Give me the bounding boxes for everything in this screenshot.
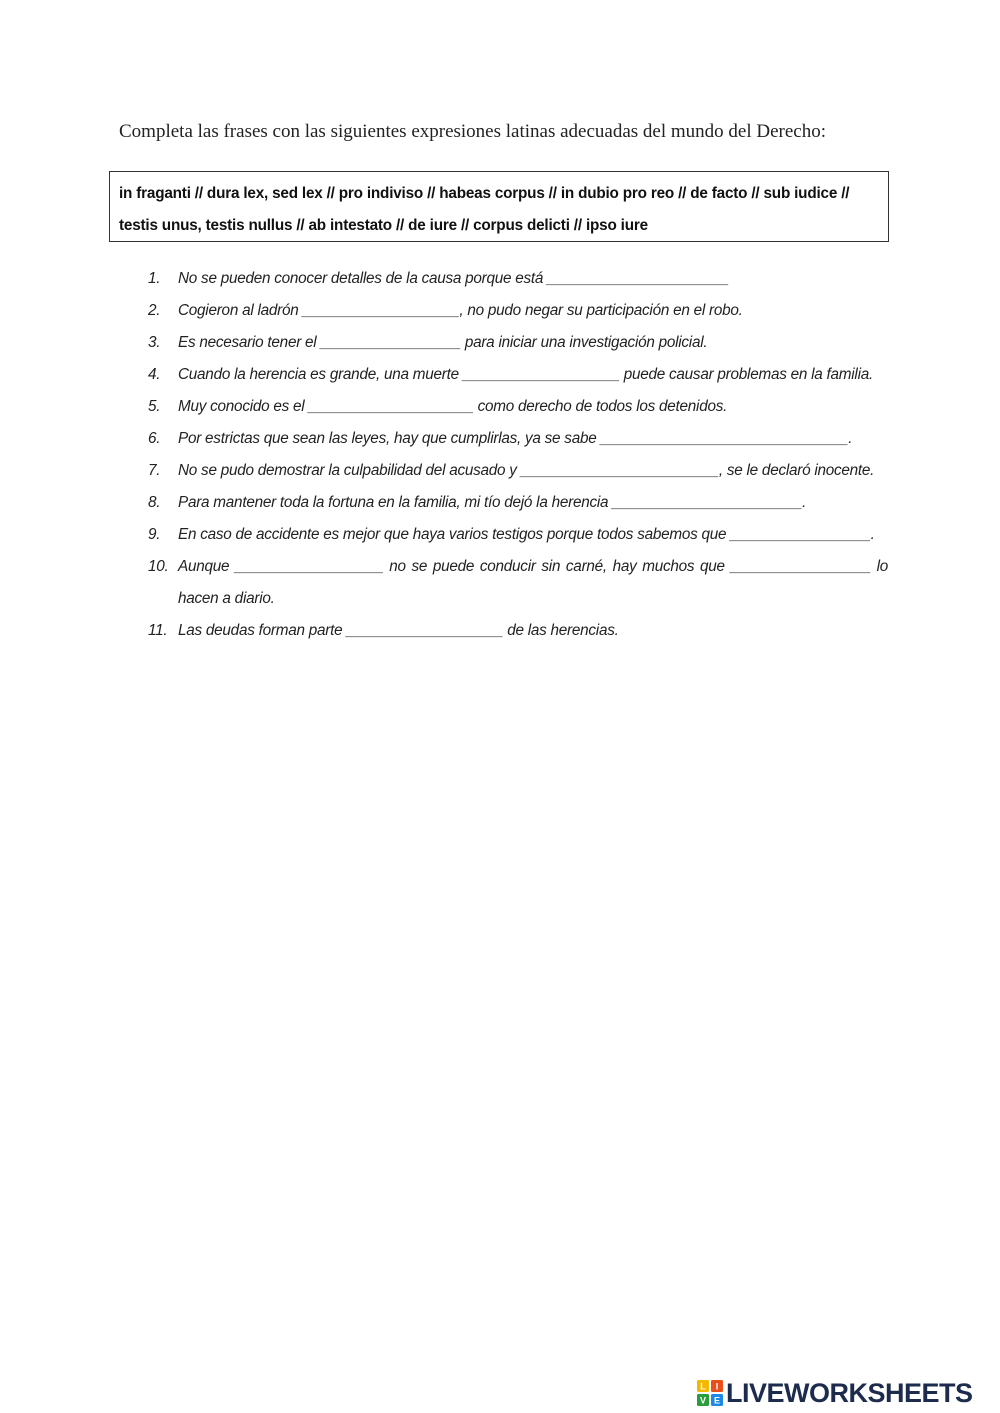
item-text: Por estrictas que sean las leyes, hay que cumplirlas, ya se sabe ______________________________. xyxy=(178,430,853,447)
item-text: No se pueden conocer detalles de la causa porque está ______________________ xyxy=(178,270,729,287)
item-text: Las deudas forman parte ___________________ de las herencias. xyxy=(178,622,619,639)
exercise-list xyxy=(148,263,892,647)
svg-text:E: E xyxy=(713,1395,721,1406)
svg-text:V: V xyxy=(699,1395,707,1406)
item-number: 2. xyxy=(148,302,161,319)
item-number: 5. xyxy=(148,398,161,415)
exercise-item-4 xyxy=(148,359,888,391)
word-bank-box xyxy=(109,171,889,242)
exercise-item-5 xyxy=(148,391,888,423)
item-text: Cuando la herencia es grande, una muerte ___________________ puede causar problemas en la familia. xyxy=(178,366,873,383)
item-text: Aunque __________________ no se puede conducir sin carné, hay muchos que _________________ lo hacen a diario. xyxy=(178,558,892,607)
word-bank-line-1: in fraganti // dura lex, sed lex // pro indiviso // habeas corpus // in dubio pro reo // de facto // sub iudice // xyxy=(119,185,850,202)
item-number: 4. xyxy=(148,366,161,383)
item-text: Para mantener toda la fortuna en la familia, mi tío dejó la herencia _______________________. xyxy=(178,494,807,511)
item-number: 7. xyxy=(148,462,161,479)
item-text: Cogieron al ladrón ___________________, no pudo negar su participación en el robo. xyxy=(178,302,743,319)
item-number: 10. xyxy=(148,558,169,575)
exercise-item-3 xyxy=(148,327,888,359)
exercise-item-1 xyxy=(148,263,888,295)
item-number: 6. xyxy=(148,430,161,447)
exercise-item-8 xyxy=(148,487,888,519)
exercise-item-7 xyxy=(148,455,888,487)
liveworksheets-logo-icon xyxy=(697,1380,723,1406)
liveworksheets-logo xyxy=(697,1377,973,1409)
item-text: Es necesario tener el _________________ para iniciar una investigación policial. xyxy=(178,334,708,351)
exercise-item-10 xyxy=(148,551,892,615)
svg-text:I: I xyxy=(715,1381,719,1392)
word-bank-line-2: testis unus, testis nullus // ab intestato // de iure // corpus delicti // ipso iure xyxy=(119,217,648,234)
exercise-item-6 xyxy=(148,423,888,455)
instructions-text: Completa las frases con las siguientes expresiones latinas adecuadas del mundo del Derecho: xyxy=(119,121,826,142)
item-text: En caso de accidente es mejor que haya varios testigos porque todos sabemos que _________________. xyxy=(178,526,875,543)
item-number: 9. xyxy=(148,526,161,543)
item-text: Muy conocido es el ____________________ como derecho de todos los detenidos. xyxy=(178,398,728,415)
item-number: 1. xyxy=(148,270,161,287)
exercise-item-11 xyxy=(148,615,888,647)
liveworksheets-logo-text: LIVEWORKSHEETS xyxy=(726,1377,973,1408)
item-number: 8. xyxy=(148,494,161,511)
item-number: 11. xyxy=(148,622,168,639)
exercise-item-9 xyxy=(148,519,888,551)
exercise-item-2 xyxy=(148,295,888,327)
item-number: 3. xyxy=(148,334,161,351)
svg-text:L: L xyxy=(700,1381,706,1392)
item-text: No se pudo demostrar la culpabilidad del acusado y ________________________, se le declaró inocente. xyxy=(178,462,875,479)
